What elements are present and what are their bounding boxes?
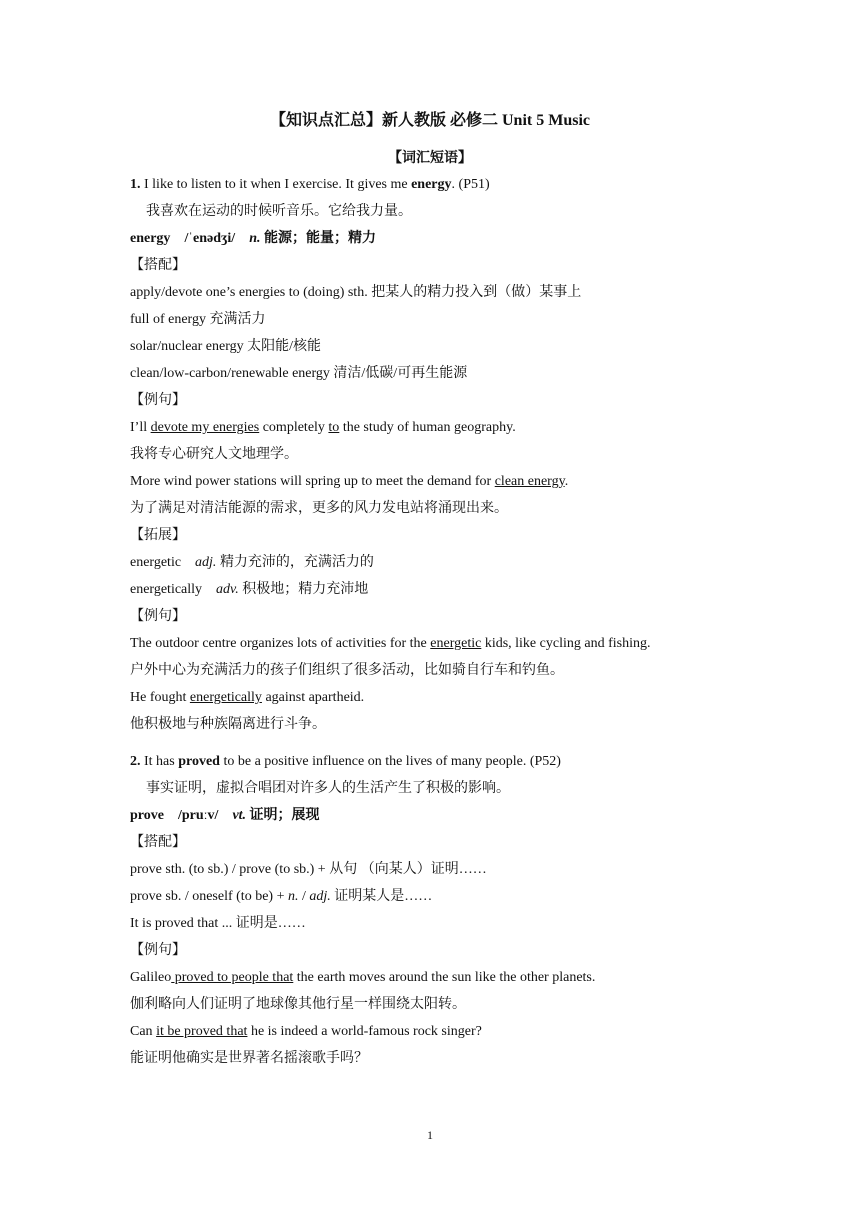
item2-example-translation: 伽利略向人们证明了地球像其他行星一样围绕太阳转。 bbox=[130, 997, 466, 1012]
item1-example: I’ll devote my energies completely to the study of human geography. bbox=[130, 420, 516, 435]
item2-example-label: 【例句】 bbox=[130, 943, 186, 958]
content-body bbox=[130, 174, 770, 1075]
item2-translation: 事实证明，虚拟合唱团对许多人的生活产生了积极的影响。 bbox=[146, 781, 510, 796]
item1-example: More wind power stations will spring up to meet the demand for clean energy. bbox=[130, 474, 569, 489]
item2-collocation: prove sb. / oneself (to be) + n. / adj. 证明某人是…… bbox=[130, 889, 433, 904]
item2-sentence: 2. It has proved to be a positive influence on the lives of many people. (P52) bbox=[130, 754, 561, 769]
item1-translation: 我喜欢在运动的时候听音乐。它给我力量。 bbox=[146, 204, 412, 219]
item1-extension-label: 【拓展】 bbox=[130, 528, 186, 543]
item1-collocation: solar/nuclear energy 太阳能/核能 bbox=[130, 339, 322, 354]
item1-example-label: 【例句】 bbox=[130, 609, 186, 624]
item1-extension: energetically adv. 积极地；精力充沛地 bbox=[130, 582, 369, 597]
page-title: 【知识点汇总】新人教版 必修二 Unit 5 Music bbox=[269, 112, 590, 129]
page-number: 1 bbox=[427, 1128, 433, 1142]
item1-example: He fought energetically against apartheid. bbox=[130, 690, 365, 705]
item2-collocation: It is proved that ... 证明是…… bbox=[130, 916, 306, 931]
item2-example: Can it be proved that he is indeed a world-famous rock singer? bbox=[130, 1024, 482, 1039]
item1-example: The outdoor centre organizes lots of activities for the energetic kids, like cycling and fishing. bbox=[130, 636, 651, 651]
item1-example-translation: 为了满足对清洁能源的需求，更多的风力发电站将涌现出来。 bbox=[130, 501, 508, 516]
item2-example-translation: 能证明他确实是世界著名摇滚歌手吗？ bbox=[130, 1051, 368, 1066]
item1-example-translation: 我将专心研究人文地理学。 bbox=[130, 447, 298, 462]
item1-example-translation: 户外中心为充满活力的孩子们组织了很多活动，比如骑自行车和钓鱼。 bbox=[130, 663, 564, 678]
item2-collocation-label: 【搭配】 bbox=[130, 835, 186, 850]
item2-headword: prove /pruːv/ vt. 证明；展现 bbox=[130, 808, 320, 823]
item2-example: Galileo proved to people that the earth moves around the sun like the other planets. bbox=[130, 970, 596, 985]
item1-example-label: 【例句】 bbox=[130, 393, 186, 408]
item2-collocation: prove sth. (to sb.) / prove (to sb.) + 从句 （向某人）证明…… bbox=[130, 862, 487, 877]
item1-sentence: 1. I like to listen to it when I exercise. It gives me energy. (P51) bbox=[130, 177, 490, 192]
item1-extension: energetic adj. 精力充沛的，充满活力的 bbox=[130, 555, 374, 570]
item1-collocation-label: 【搭配】 bbox=[130, 258, 186, 273]
item1-collocation: full of energy 充满活力 bbox=[130, 312, 266, 327]
item1-collocation: apply/devote one’s energies to (doing) sth. 把某人的精力投入到（做）某事上 bbox=[130, 285, 582, 300]
item1-example-translation: 他积极地与种族隔离进行斗争。 bbox=[130, 717, 326, 732]
section-heading: 【词汇短语】 bbox=[388, 151, 472, 166]
item1-collocation: clean/low-carbon/renewable energy 清洁/低碳/可再生能源 bbox=[130, 366, 468, 381]
item1-headword: energy /ˈenədʒi/ n. 能源；能量；精力 bbox=[130, 231, 376, 246]
